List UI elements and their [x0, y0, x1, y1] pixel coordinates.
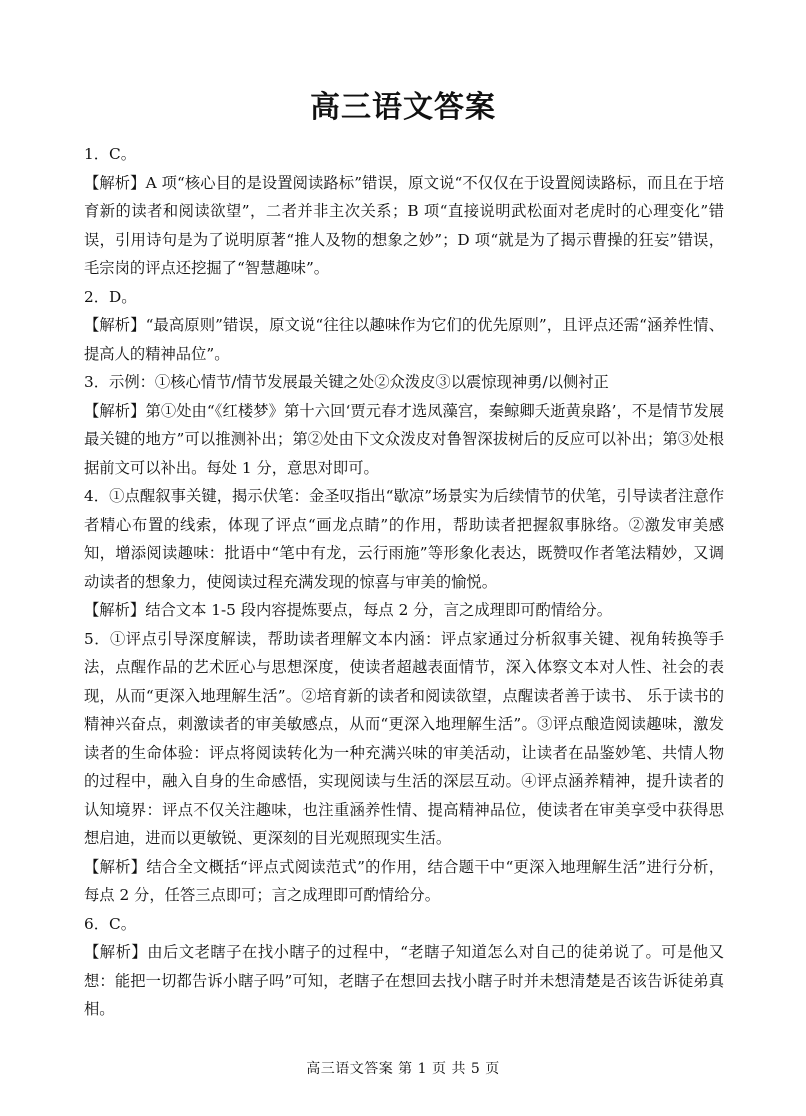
answer-body: [84, 140, 724, 1024]
analysis-1: 【解析】A 项“核心目的是设置阅读路标”错误，原文说“不仅仅在于设置阅读路标，而且在于培育新的读者和阅读欲望”，二者并非主次关系；B 项“直接说明武松面对老虎时的心理变化”错误，引用诗句是为了说明原著“推人及物的想象之妙”；D 项“就是为了揭示曹操的狂妄”错误，毛宗岗的评点还挖掘了“智慧趣味”。: [84, 173, 724, 277]
answer-4: 4．①点醒叙事关键，揭示伏笔：金圣叹指出“歇凉”场景实为后续情节的伏笔，引导读者注意作者精心布置的线索，体现了评点“画龙点睛”的作用，帮助读者把握叙事脉络。②激发审美感知，增添阅读趣味：批语中“笔中有龙，云行雨施”等形象化表达，既赞叹作者笔法精妙，又调动读者的想象力，使阅读过程充满发现的惊喜与审美的愉悦。: [84, 487, 724, 591]
answer-3: 3．示例：①核心情节/情节发展最关键之处②众泼皮③以震惊现神勇/以侧衬正: [84, 373, 609, 391]
analysis-5: 【解析】结合全文概括“评点式阅读范式”的作用，结合题干中“更深入地理解生活”进行分析，每点 2 分，任答三点即可；言之成理即可酌情给分。: [84, 857, 724, 904]
page-title: 高三语文答案: [310, 90, 496, 125]
analysis-4: 【解析】结合文本 1-5 段内容提炼要点，每点 2 分，言之成理即可酌情给分。: [84, 601, 613, 619]
answer-5: 5．①评点引导深度解读，帮助读者理解文本内涵：评点家通过分析叙事关键、视角转换等手法，点醒作品的艺术匠心与思想深度，使读者超越表面情节，深入体察文本对人性、社会的表现，从而“更深入地理解生活”。②培育新的读者和阅读欲望，点醒读者善于读书、 乐于读书的精神兴奋点，刺激读者的审美敏感点，从而“更深入地理解生活”。③评点酿造阅读趣味，激发读者的生命体验：评点将阅读转化为一种充满兴味的审美活动，让读者在品鉴妙笔、共情人物的过程中，融入自身的生命感悟，实现阅读与生活的深层互动。④评点涵养精神，提升读者的认知境界：评点不仅关注趣味，也注重涵养性情、提高精神品位，使读者在审美享受中获得思想启迪，进而以更敏锐、更深刻的目光观照现实生活。: [84, 629, 724, 847]
answer-6: 6．C。: [84, 914, 137, 933]
analysis-6: 【解析】由后文老瞎子在找小瞎子的过程中，“老瞎子知道怎么对自己的徒弟说了。可是他又想：能把一切都告诉小瞎子吗”可知，老瞎子在想回去找小瞎子时并未想清楚是否该告诉徒弟真相。: [84, 943, 724, 1018]
answer-1: 1．C。: [84, 145, 137, 163]
analysis-3: 【解析】第①处由“《红楼梦》第十六回‘贾元春才选凤藻宫，秦鲸卿夭逝黄泉路’，不是情节发展最关键的地方”可以推测补出；第②处由下文众泼皮对鲁智深拔树后的反应可以补出；第③处根据前文可以补出。每处 1 分，意思对即可。: [84, 401, 724, 477]
page-footer: 高三语文答案 第 1 页 共 5 页: [306, 1061, 500, 1077]
answer-2: 2．D。: [84, 287, 137, 306]
analysis-2: 【解析】“最高原则”错误，原文说“往往以趣味作为它们的优先原则”，且评点还需“涵养性情、提高人的精神品位”。: [84, 316, 724, 363]
